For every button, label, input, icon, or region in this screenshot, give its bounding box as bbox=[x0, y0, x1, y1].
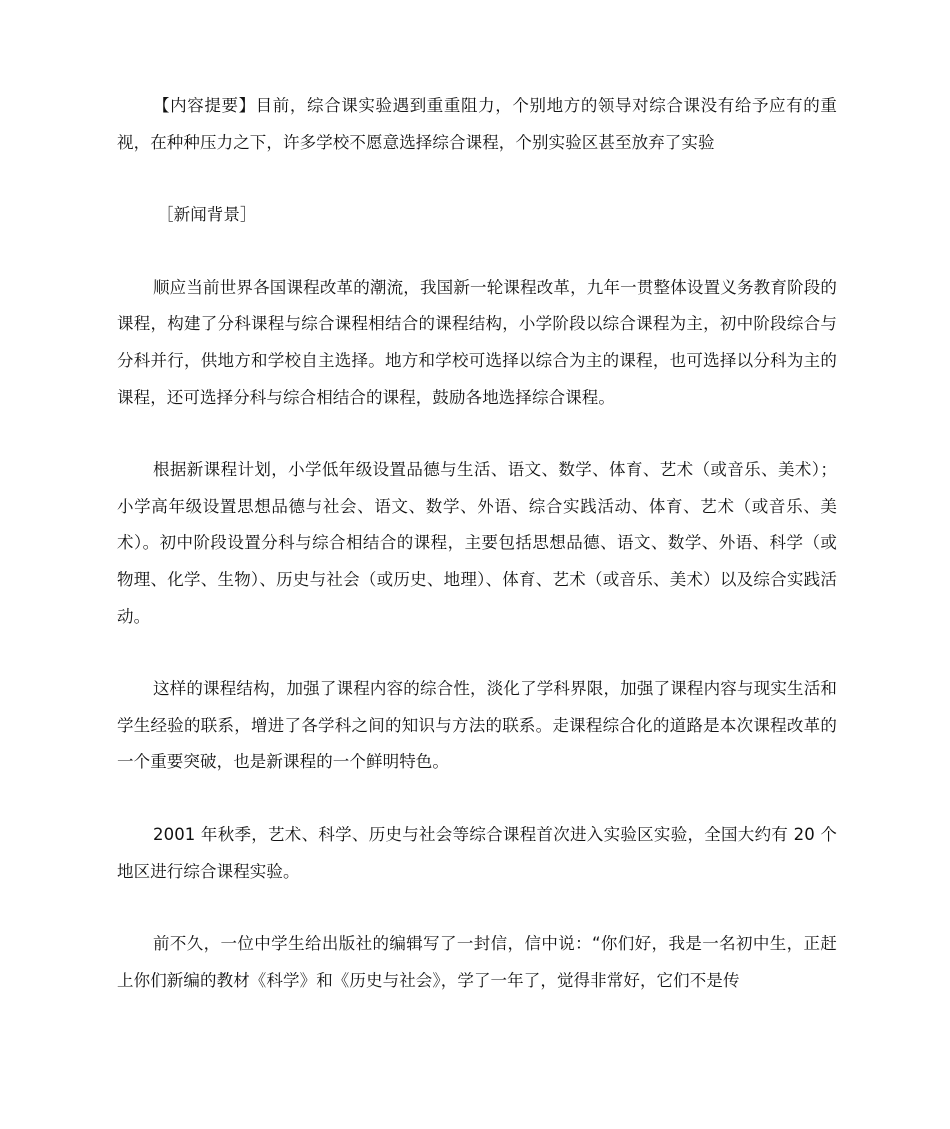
body-paragraph-1: 顺应当前世界各国课程改革的潮流，我国新一轮课程改革，九年一贯整体设置义务教育阶段的课程，构建了分科课程与综合课程相结合的课程结构，小学阶段以综合课程为主，初中阶段综合与分科并行，供地方和学校自主选择。地方和学校可选择以综合为主的课程，也可选择以分科为主的课程，还可选择分科与综合相结合的课程，鼓励各地选择综合课程。 bbox=[117, 277, 837, 407]
body-paragraph-5: 前不久，一位中学生给出版社的编辑写了一封信，信中说：“你们好，我是一名初中生，正赶上你们新编的教材《科学》和《历史与社会》，学了一年了，觉得非常好，它们不是传 bbox=[117, 934, 837, 990]
body-paragraph-2: 根据新课程计划，小学低年级设置品德与生活、语文、数学、体育、艺术（或音乐、美术）；小学高年级设置思想品德与社会、语文、数学、外语、综合实践活动、体育、艺术（或音乐、美术）。初中阶段设置分科与综合相结合的课程，主要包括思想品德、语文、数学、外语、科学（或物理、化学、生物）、历史与社会（或历史、地理）、体育、艺术（或音乐、美术）以及综合实践活动。 bbox=[117, 460, 837, 626]
body-paragraph-3: 这样的课程结构，加强了课程内容的综合性，淡化了学科界限，加强了课程内容与现实生活和学生经验的联系，增进了各学科之间的知识与方法的联系。走课程综合化的道路是本次课程改革的一个重要突破，也是新课程的一个鲜明特色。 bbox=[117, 679, 837, 772]
summary-paragraph: 【内容提要】目前，综合课实验遇到重重阻力，个别地方的领导对综合课没有给予应有的重视，在种种压力之下，许多学校不愿意选择综合课程，个别实验区甚至放弃了实验 bbox=[117, 96, 837, 152]
section-heading-news-background: ［新闻背景］ bbox=[157, 205, 257, 225]
document-page bbox=[117, 88, 837, 999]
body-paragraph-4: 2001 年秋季，艺术、科学、历史与社会等综合课程首次进入实验区实验，全国大约有 20 个地区进行综合课程实验。 bbox=[117, 824, 837, 881]
